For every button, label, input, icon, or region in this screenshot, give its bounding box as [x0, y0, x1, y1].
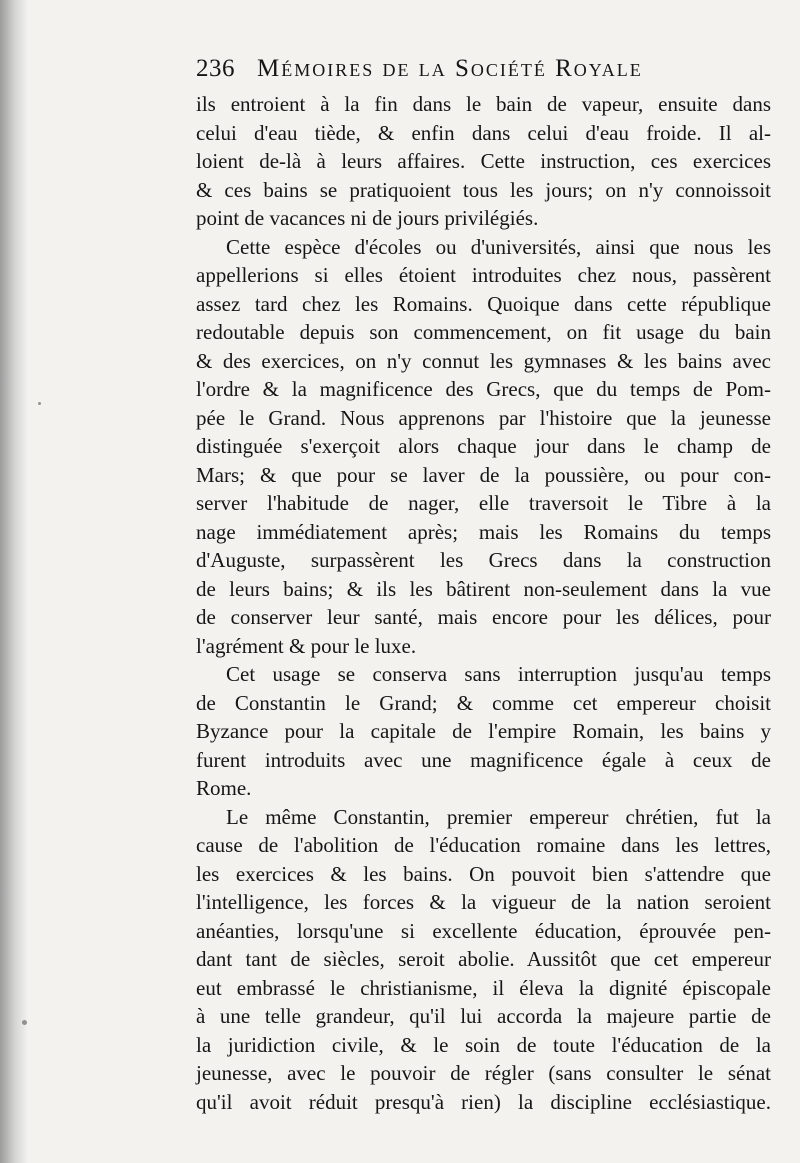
text-line: jeunesse, avec le pouvoir de régler (sans consulter le sénat: [196, 1061, 771, 1085]
text-line: cause de l'abolition de l'éducation romaine dans les lettres,: [196, 833, 771, 857]
text-line: & ces bains se pratiquoient tous les jours; on n'y connoissoit: [196, 177, 771, 202]
text-line: à une telle grandeur, qu'il lui accorda la majeure partie de: [196, 1004, 771, 1028]
text-line: & des exercices, on n'y connut les gymnases & les bains avec: [196, 348, 771, 373]
text-line: appellerions si elles étoient introduites chez nous, passèrent: [196, 263, 771, 287]
text-line: Cet usage se conserva sans interruption jusqu'au temps: [226, 662, 771, 686]
text-line: pée le Grand. Nous apprenons par l'histoire que la jeunesse: [196, 405, 771, 430]
gutter-shadow: [0, 0, 28, 1163]
paragraph: [196, 660, 771, 803]
text-block: [196, 52, 771, 1116]
text-line: Cette espèce d'écoles ou d'universités, ainsi que nous les: [226, 234, 771, 259]
running-head: [196, 52, 771, 86]
text-line: point de vacances ni de jours privilégiés.: [196, 206, 539, 230]
paragraph: [196, 803, 771, 1117]
text-line: de conserver leur santé, mais encore pour les délices, pour: [196, 605, 771, 629]
text-line: furent introduits avec une magnificence égale à ceux de: [196, 747, 771, 772]
page-number: 236: [196, 55, 235, 82]
text-line: l'agrément & pour le luxe.: [196, 633, 417, 658]
text-line: celui d'eau tiède, & enfin dans celui d'eau froide. Il al-: [196, 120, 771, 145]
text-line: de leurs bains; & ils les bâtirent non-seulement dans la vue: [196, 576, 771, 601]
text-line: anéanties, lorsqu'une si excellente éducation, éprouvée pen-: [196, 918, 771, 943]
text-line: server l'habitude de nager, elle traversoit le Tibre à la: [196, 491, 771, 515]
text-line: distinguée s'exerçoit alors chaque jour dans le champ de: [196, 434, 771, 458]
text-line: l'ordre & la magnificence des Grecs, que du temps de Pom-: [196, 377, 771, 401]
paragraph: [196, 90, 771, 233]
text-line: d'Auguste, surpassèrent les Grecs dans la construction: [196, 548, 771, 572]
text-line: dant tant de siècles, seroit abolie. Aussitôt que cet empereur: [196, 947, 771, 971]
text-line: assez tard chez les Romains. Quoique dans cette république: [196, 291, 771, 316]
paragraph: [196, 233, 771, 661]
text-line: de Constantin le Grand; & comme cet empereur choisit: [196, 690, 771, 715]
text-line: la juridiction civile, & le soin de toute l'éducation de la: [196, 1032, 771, 1057]
running-title: Mémoires de la Société Royale: [257, 55, 643, 82]
text-line: ils entroient à la fin dans le bain de vapeur, ensuite dans: [196, 92, 771, 116]
text-line: nage immédiatement après; mais les Romains du temps: [196, 519, 771, 544]
text-line: qu'il avoit réduit presqu'à rien) la discipline ecclésiastique.: [196, 1089, 771, 1114]
text-line: redoutable depuis son commencement, on fit usage du bain: [196, 320, 771, 344]
text-line: loient de-là à leurs affaires. Cette instruction, ces exercices: [196, 149, 771, 173]
ink-speck: [22, 1020, 27, 1025]
text-line: Le même Constantin, premier empereur chrétien, fut la: [226, 804, 771, 829]
text-line: les exercices & les bains. On pouvoit bien s'attendre que: [196, 861, 771, 886]
ink-speck: [38, 402, 41, 405]
text-line: Byzance pour la capitale de l'empire Romain, les bains y: [196, 719, 771, 743]
text-line: eut embrassé le christianisme, il éleva la dignité épiscopale: [196, 975, 771, 1000]
text-line: Mars; & que pour se laver de la poussière, ou pour con-: [196, 462, 771, 487]
text-line: Rome.: [196, 776, 252, 800]
text-line: l'intelligence, les forces & la vigueur de la nation seroient: [196, 890, 771, 914]
